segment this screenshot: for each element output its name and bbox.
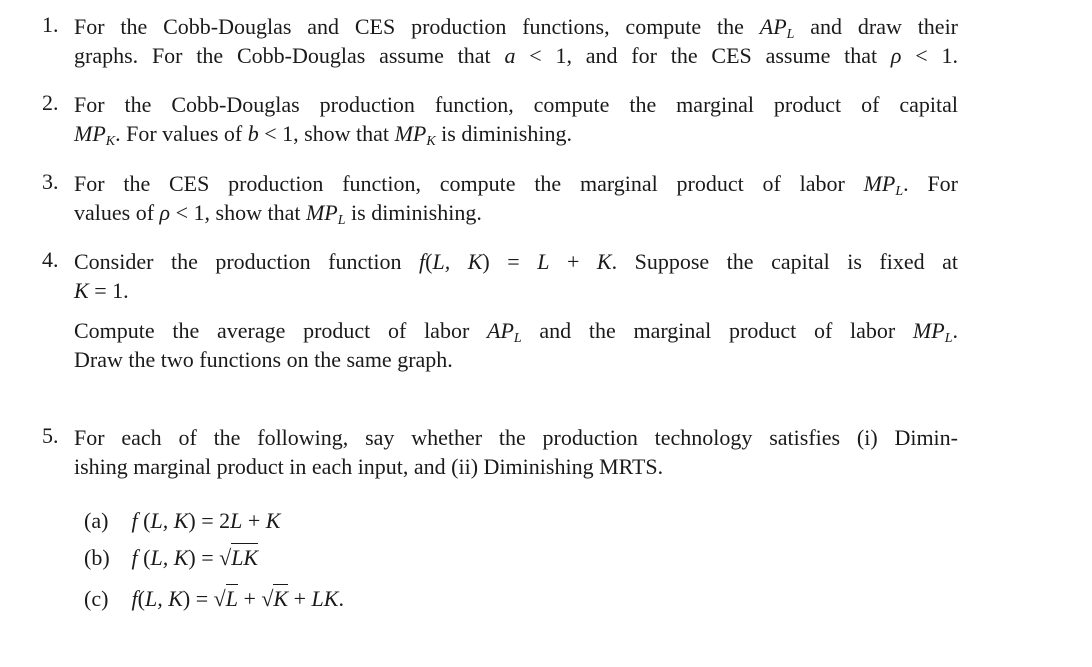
subitem-label: (a) — [84, 508, 109, 533]
problem-1-line-2: graphs. For the Cobb-Douglas assume that a < 1, and for the CES assume that ρ < 1. — [74, 43, 958, 68]
problem-number: 1. — [42, 12, 59, 37]
problem-number: 3. — [42, 169, 59, 194]
problem-number: 4. — [42, 247, 59, 272]
subitem-b — [84, 543, 258, 573]
problem-number: 2. — [42, 90, 59, 115]
problem-5-line-2: ishing marginal product in each input, and (ii) Diminishing MRTS. — [74, 454, 664, 479]
problem-3-line-1: For the CES production function, compute the marginal product of labor $MP_L$. For — [74, 171, 959, 199]
problem-4-line-2: K = 1. — [74, 278, 129, 303]
subitem-formula: f (L, K) = √LK — [131, 545, 259, 570]
subitem-label: (c) — [84, 586, 109, 611]
subitem-label: (b) — [84, 545, 110, 570]
problem-1-line-1: For the Cobb-Douglas and CES production functions, compute the $AP_L$ and draw their — [74, 14, 959, 42]
problem-4-para2-line-2: Draw the two functions on the same graph. — [74, 347, 453, 372]
subitem-c — [84, 584, 344, 614]
problem-3-line-2: values of ρ < 1, show that $MP_L$ is diminishing. — [74, 200, 482, 228]
problem-2-line-2: $MP_K$. For values of b < 1, show that $MP_K$ is diminishing. — [74, 121, 572, 149]
subitem-formula: f (L, K) = 2L + K — [131, 508, 281, 533]
subitem-a — [84, 506, 280, 536]
problem-4-line-1: Consider the production function f(L, K) = L + K. Suppose the capital is fixed at — [74, 249, 959, 274]
problem-4-para2-line-1: Compute the average product of labor $AP_L$ and the marginal product of labor $MP_L$. — [74, 318, 958, 346]
problem-number: 5. — [42, 423, 59, 448]
problem-2-line-1: For the Cobb-Douglas production function, compute the marginal product of capital — [74, 92, 958, 117]
problem-5-line-1: For each of the following, say whether the production technology satisfies (i) Dimin- — [74, 425, 958, 450]
subitem-formula: f(L, K) = √L + √K + LK. — [131, 586, 344, 611]
